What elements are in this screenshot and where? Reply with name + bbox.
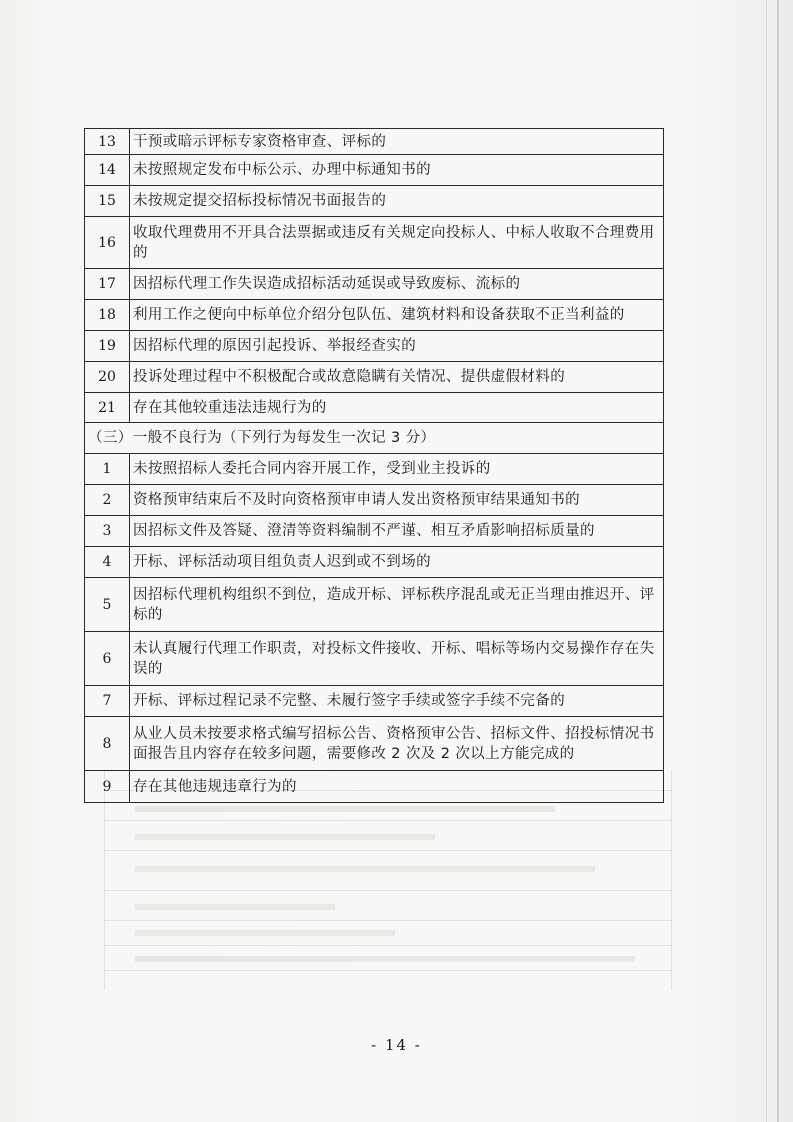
table-row xyxy=(85,300,664,331)
row-number: 19 xyxy=(85,331,130,362)
row-number: 18 xyxy=(85,300,130,331)
row-text: 未认真履行代理工作职责，对投标文件接收、开标、唱标等场内交易操作存在失误的 xyxy=(130,632,664,686)
table-row xyxy=(85,217,664,269)
violation-table xyxy=(84,128,664,803)
row-number: 21 xyxy=(85,393,130,423)
table-row xyxy=(85,155,664,186)
row-text: 从业人员未按要求格式编写招标公告、资格预审公告、招标文件、招投标情况书面报告且内容存在较多问题，需要修改 2 次及 2 次以上方能完成的 xyxy=(130,717,664,771)
row-number: 8 xyxy=(85,717,130,771)
row-text: 开标、评标过程记录不完整、未履行签字手续或签字手续不完备的 xyxy=(130,686,664,717)
row-number: 17 xyxy=(85,269,130,300)
row-text: 未按规定提交招标投标情况书面报告的 xyxy=(130,186,664,217)
row-number: 3 xyxy=(85,516,130,547)
table-row xyxy=(85,771,664,803)
row-text: 投诉处理过程中不积极配合或故意隐瞒有关情况、提供虚假材料的 xyxy=(130,362,664,393)
row-text: 未按照招标人委托合同内容开展工作，受到业主投诉的 xyxy=(130,454,664,485)
table-row xyxy=(85,362,664,393)
section-header-row xyxy=(85,423,664,454)
row-number: 4 xyxy=(85,547,130,578)
table-row xyxy=(85,717,664,771)
row-number: 14 xyxy=(85,155,130,186)
row-number: 15 xyxy=(85,186,130,217)
page-number: - 14 - xyxy=(371,1036,422,1054)
row-number: 7 xyxy=(85,686,130,717)
table-row xyxy=(85,686,664,717)
row-text: 利用工作之便向中标单位介绍分包队伍、建筑材料和设备获取不正当利益的 xyxy=(130,300,664,331)
table-row xyxy=(85,485,664,516)
table-row xyxy=(85,578,664,632)
row-number: 9 xyxy=(85,771,130,803)
table-row xyxy=(85,632,664,686)
row-number: 16 xyxy=(85,217,130,269)
row-text: 收取代理费用不开具合法票据或违反有关规定向投标人、中标人收取不合理费用的 xyxy=(130,217,664,269)
row-number: 2 xyxy=(85,485,130,516)
table-row xyxy=(85,454,664,485)
row-text: 因招标代理机构组织不到位，造成开标、评标秩序混乱或无正当理由推迟开、评标的 xyxy=(130,578,664,632)
row-text: 因招标代理工作失误造成招标活动延误或导致废标、流标的 xyxy=(130,269,664,300)
table-row xyxy=(85,186,664,217)
row-text: 资格预审结束后不及时向资格预审申请人发出资格预审结果通知书的 xyxy=(130,485,664,516)
row-number: 5 xyxy=(85,578,130,632)
page-edge-line-inner xyxy=(766,0,767,1122)
row-text: 开标、评标活动项目组负责人迟到或不到场的 xyxy=(130,547,664,578)
table-row xyxy=(85,269,664,300)
row-number: 6 xyxy=(85,632,130,686)
row-number: 1 xyxy=(85,454,130,485)
bleed-through-table xyxy=(104,770,672,990)
section-title: （三）一般不良行为（下列行为每发生一次记 3 分） xyxy=(85,423,664,454)
table-row xyxy=(85,393,664,423)
row-number: 20 xyxy=(85,362,130,393)
row-text: 干预或暗示评标专家资格审查、评标的 xyxy=(130,129,664,155)
row-text: 因招标文件及答疑、澄清等资料编制不严谨、相互矛盾影响招标质量的 xyxy=(130,516,664,547)
page-edge-line xyxy=(777,0,779,1122)
table-row xyxy=(85,547,664,578)
row-text: 未按照规定发布中标公示、办理中标通知书的 xyxy=(130,155,664,186)
table-row xyxy=(85,331,664,362)
row-number: 13 xyxy=(85,129,130,155)
row-text: 因招标代理的原因引起投诉、举报经查实的 xyxy=(130,331,664,362)
row-text: 存在其他违规违章行为的 xyxy=(130,771,664,803)
row-text: 存在其他较重违法违规行为的 xyxy=(130,393,664,423)
table-row xyxy=(85,129,664,155)
table-row xyxy=(85,516,664,547)
